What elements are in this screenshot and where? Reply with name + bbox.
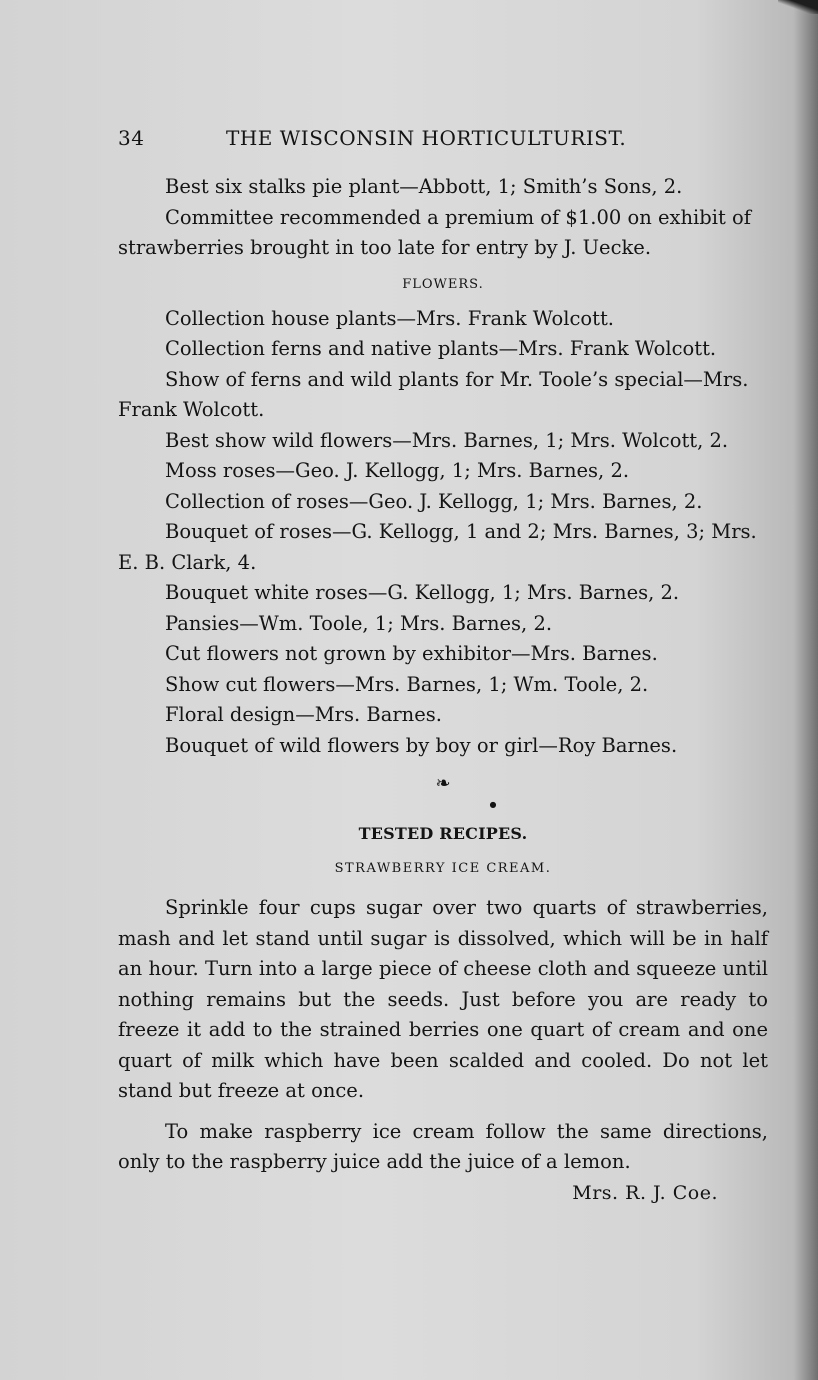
journal-title: THE WISCONSIN HORTICULTURIST.	[226, 126, 627, 150]
page-corner-shadow	[778, 0, 818, 14]
flowers-heading: FLOWERS.	[402, 276, 484, 292]
recipe-body	[118, 893, 768, 1178]
intro-paragraph: Best six stalks pie plant—Abbott, 1; Smith’s Sons, 2.	[165, 175, 683, 198]
flower-entry: Show of ferns and wild plants for Mr. Toole’s special—Mrs. Frank Wolcott.	[118, 367, 749, 421]
flower-entry: Collection ferns and native plants—Mrs. Frank Wolcott.	[165, 337, 717, 360]
flower-entry: Bouquet of wild flowers by boy or girl—Roy Barnes.	[165, 733, 678, 757]
intro-paragraph: Committee recommended a premium of $1.00 on exhibit of strawberries brought in too late for entry by J. Uecke.	[118, 205, 751, 259]
flower-entry: Moss roses—Geo. J. Kellogg, 1; Mrs. Barnes, 2.	[165, 459, 630, 482]
fleuron-separator-icon: ❧	[435, 773, 451, 794]
page-number: 34	[118, 126, 145, 150]
flower-entry: Collection of roses—Geo. J. Kellogg, 1; Mrs. Barnes, 2.	[165, 489, 703, 513]
flower-entry: Show cut flowers—Mrs. Barnes, 1; Wm. Toole, 2.	[165, 672, 649, 696]
flower-entry: Bouquet of roses—G. Kellogg, 1 and 2; Mrs. Barnes, 3; Mrs. E. B. Clark, 4.	[118, 520, 757, 574]
flower-entry: Collection house plants—Mrs. Frank Wolcott.	[165, 306, 614, 330]
flower-entry: Floral design—Mrs. Barnes.	[165, 703, 442, 726]
flower-entry: Pansies—Wm. Toole, 1; Mrs. Barnes, 2.	[165, 611, 553, 635]
flower-entry: Best show wild flowers—Mrs. Barnes, 1; Mrs. Wolcott, 2.	[165, 428, 729, 452]
recipe-paragraph: To make raspberry ice cream follow the same directions, only to the raspberry juice add the juice of a lemon.	[118, 1119, 768, 1173]
recipe-title: STRAWBERRY ICE CREAM.	[334, 861, 552, 876]
recipe-signature: Mrs. R. J. Coe.	[572, 1181, 718, 1204]
flower-entry: Cut flowers not grown by exhibitor—Mrs. Barnes.	[165, 642, 658, 665]
recipes-heading: TESTED RECIPES.	[358, 824, 528, 843]
page-content	[118, 172, 768, 1208]
dot-ornament-icon: ●	[489, 800, 497, 809]
recipe-paragraph: Sprinkle four cups sugar over two quarts of strawberries, mash and let stand until sugar is dissolved, which will be in half an hour. Turn into a large piece of cheese cloth and squeeze until nothing remains but the seeds. Just before you are ready to freeze it add to the strained berries one quart of cream and one quart of milk which have been scalded and cooled. Do not let stand but freeze at once.	[118, 896, 768, 1102]
flower-entry: Bouquet white roses—G. Kellogg, 1; Mrs. Barnes, 2.	[165, 581, 680, 604]
